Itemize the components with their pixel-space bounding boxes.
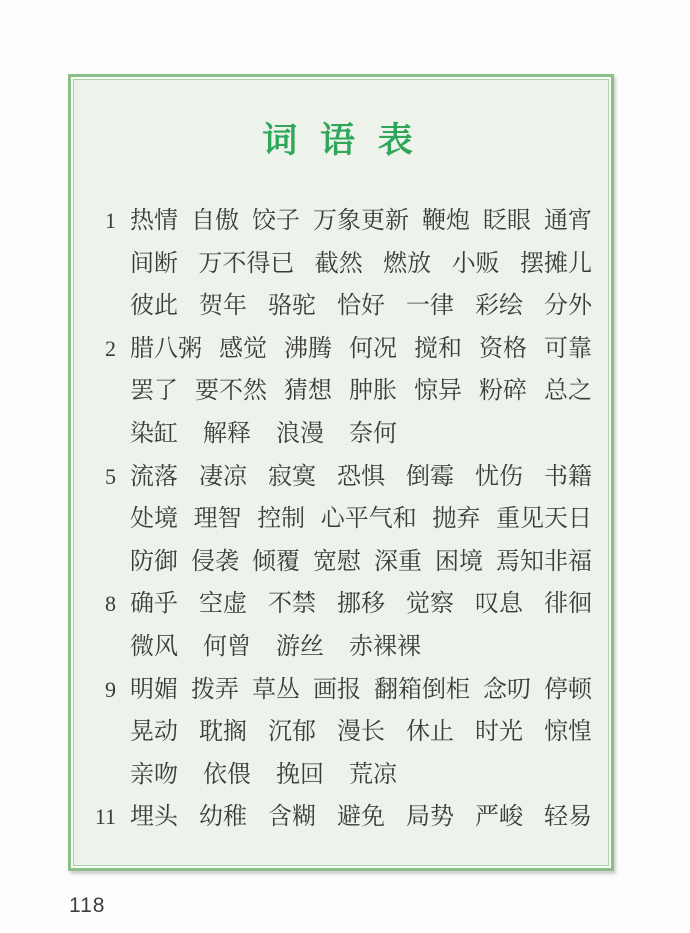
word-item: 空虚 (199, 591, 247, 618)
lesson-number: 2 (105, 335, 116, 361)
word-item: 忧伤 (475, 463, 523, 490)
word-row-words (130, 796, 592, 839)
word-item: 摆摊儿 (519, 250, 592, 277)
word-item: 搅和 (414, 335, 462, 362)
word-item: 燃放 (383, 250, 432, 277)
word-list-row (74, 754, 592, 797)
word-list-row (74, 669, 592, 712)
word-list-row (74, 243, 592, 286)
word-row-words (130, 328, 592, 371)
word-item: 通宵 (544, 208, 592, 234)
word-item: 处境 (130, 506, 178, 533)
word-item: 避免 (337, 804, 385, 831)
word-item: 抛弃 (432, 506, 481, 533)
word-list-row (74, 413, 592, 456)
word-item: 热情 (130, 208, 178, 234)
word-item: 确乎 (130, 591, 178, 618)
word-list-row (74, 285, 592, 328)
word-item: 鞭炮 (422, 208, 470, 234)
word-item: 局势 (406, 804, 454, 831)
lesson-number: 8 (105, 591, 116, 617)
word-item: 书籍 (544, 463, 592, 490)
word-item: 流落 (130, 463, 178, 490)
word-list-row (74, 456, 592, 499)
word-item: 时光 (475, 719, 523, 746)
word-list-row (74, 711, 592, 754)
word-row-words (130, 285, 592, 328)
word-row-words (130, 498, 592, 541)
word-item: 念叨 (483, 676, 531, 703)
word-item: 可靠 (544, 335, 592, 362)
word-item: 心平气和 (320, 506, 417, 533)
word-item: 倒霉 (406, 463, 454, 490)
word-item: 彩绘 (475, 293, 523, 320)
word-item: 控制 (257, 506, 306, 533)
decorative-frame-outer (68, 74, 614, 871)
word-item: 何况 (349, 335, 397, 362)
word-item: 恰好 (337, 293, 385, 320)
word-item: 染缸 (130, 420, 178, 447)
word-list-row (74, 796, 592, 839)
word-item: 挪移 (337, 591, 385, 618)
word-item: 凄凉 (199, 463, 247, 490)
page-number: 118 (69, 894, 106, 917)
lesson-number: 9 (105, 676, 116, 702)
word-item: 赤裸裸 (349, 633, 421, 660)
word-item: 轻易 (544, 804, 592, 831)
word-list-row (74, 328, 592, 371)
word-item: 休止 (406, 719, 454, 746)
word-item: 叹息 (475, 591, 523, 618)
word-item: 截然 (314, 250, 363, 277)
word-item: 资格 (479, 335, 527, 362)
word-item: 浪漫 (276, 420, 324, 447)
word-item: 漫长 (337, 719, 385, 746)
word-item: 何曾 (203, 633, 251, 660)
word-row-words (130, 583, 592, 626)
word-item: 停顿 (544, 676, 592, 703)
word-item: 罢了 (130, 378, 178, 405)
word-row-words (130, 370, 592, 413)
word-item: 含糊 (268, 804, 316, 831)
word-item: 万不得已 (198, 250, 295, 277)
word-list-row (74, 200, 592, 243)
lesson-number: 5 (105, 463, 116, 489)
word-row-words (130, 413, 592, 456)
word-item: 肿胀 (349, 378, 397, 405)
word-item: 粉碎 (479, 378, 527, 405)
word-item: 要不然 (195, 378, 267, 405)
word-item: 寂寞 (268, 463, 316, 490)
word-item: 奈何 (349, 420, 397, 447)
word-item: 理智 (193, 506, 242, 533)
word-item: 荒凉 (349, 761, 397, 788)
word-row-words (130, 626, 592, 669)
word-item: 腊八粥 (130, 335, 202, 362)
word-row-words (130, 754, 592, 797)
word-item: 微风 (130, 633, 178, 660)
word-item: 晃动 (130, 719, 178, 746)
word-item: 严峻 (475, 804, 523, 831)
word-item: 惊异 (414, 378, 462, 405)
word-row-words (130, 243, 592, 286)
word-item: 深重 (374, 548, 422, 575)
word-item: 耽搁 (199, 719, 247, 746)
word-list-row (74, 541, 592, 584)
word-item: 小贩 (451, 250, 500, 277)
word-item: 骆驼 (268, 293, 316, 320)
word-item: 分外 (544, 293, 592, 320)
word-item: 画报 (313, 676, 361, 703)
word-item: 万象更新 (313, 208, 409, 234)
word-item: 埋头 (130, 804, 178, 831)
word-item: 幼稚 (199, 804, 247, 831)
word-item: 焉知非福 (496, 548, 592, 575)
word-list (74, 200, 592, 839)
lesson-number: 11 (94, 804, 116, 830)
word-list-row (74, 583, 592, 626)
word-item: 明媚 (130, 676, 178, 703)
word-list-row (74, 370, 592, 413)
word-row-words (130, 541, 592, 584)
word-item: 挽回 (276, 761, 324, 788)
word-item: 间断 (130, 250, 178, 277)
word-item: 贺年 (199, 293, 247, 320)
word-item: 防御 (130, 548, 178, 575)
word-row-words (130, 669, 592, 712)
word-item: 徘徊 (544, 591, 592, 618)
word-item: 宽慰 (313, 548, 361, 575)
word-item: 拨弄 (191, 676, 239, 703)
word-row-words (130, 200, 592, 243)
page-title: 词 语 表 (262, 121, 420, 160)
word-item: 困境 (435, 548, 483, 575)
word-list-row (74, 626, 592, 669)
word-item: 沉郁 (268, 719, 316, 746)
word-item: 侵袭 (191, 548, 239, 575)
word-item: 彼此 (130, 293, 178, 320)
word-item: 草丛 (252, 676, 300, 703)
word-item: 翻箱倒柜 (374, 676, 470, 703)
word-row-words (130, 456, 592, 499)
word-item: 亲吻 (130, 761, 178, 788)
word-item: 觉察 (406, 591, 454, 618)
word-item: 游丝 (276, 633, 324, 660)
word-item: 恐惧 (337, 463, 385, 490)
word-item: 沸腾 (284, 335, 332, 362)
word-item: 惊惶 (544, 719, 592, 746)
word-item: 依偎 (203, 761, 251, 788)
word-row-words (130, 711, 592, 754)
word-item: 总之 (544, 378, 592, 405)
word-item: 感觉 (219, 335, 267, 362)
word-item: 自傲 (191, 208, 239, 234)
lesson-number: 1 (105, 208, 116, 233)
word-item: 饺子 (252, 208, 300, 234)
word-list-row (74, 498, 592, 541)
word-item: 一律 (406, 293, 454, 320)
word-item: 解释 (203, 420, 251, 447)
decorative-frame-inner (73, 79, 609, 866)
word-item: 重见天日 (495, 506, 592, 533)
word-item: 倾覆 (252, 548, 300, 575)
word-item: 眨眼 (483, 208, 531, 234)
word-item: 不禁 (268, 591, 316, 618)
word-item: 猜想 (284, 378, 332, 405)
